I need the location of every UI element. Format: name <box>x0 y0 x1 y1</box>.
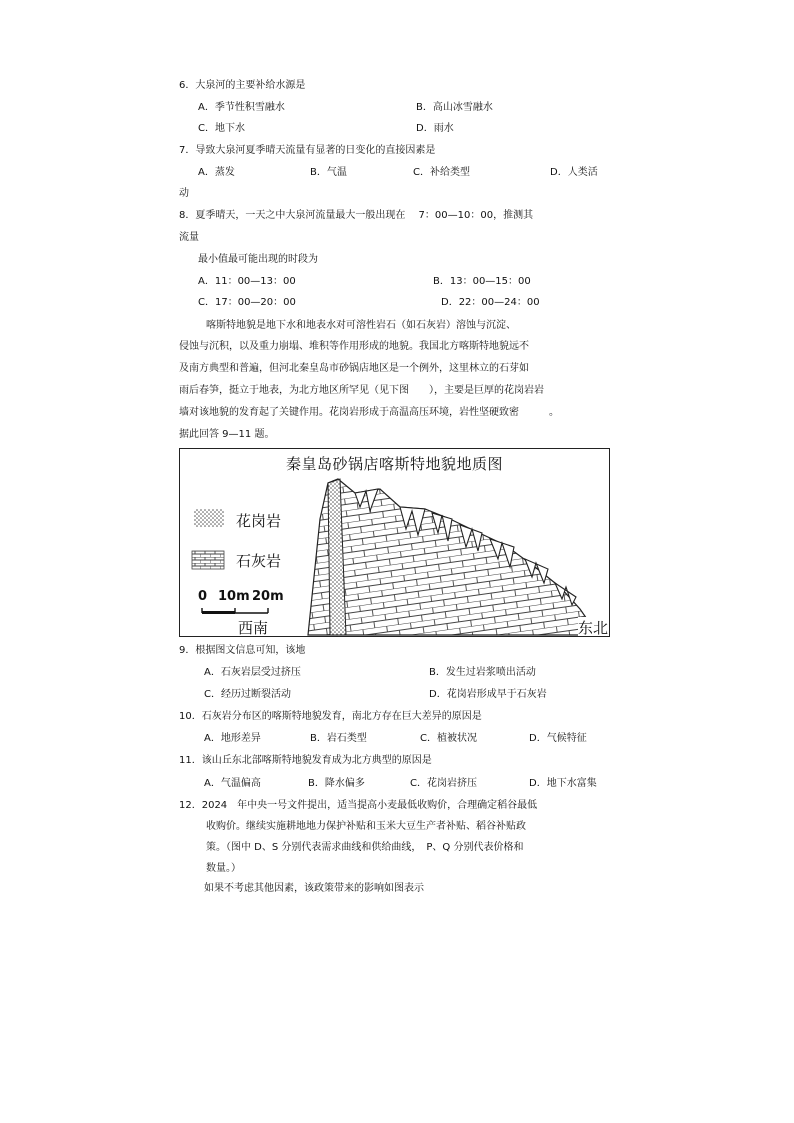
q10-stem: 10．石灰岩分布区的喀斯特地貌发育，南北方存在巨大差异的原因是 <box>179 711 482 722</box>
q8-option-c[interactable]: C．17：00—20：00 <box>198 297 296 308</box>
q11-option-b[interactable]: B．降水偏多 <box>308 778 365 789</box>
limestone-legend-swatch <box>192 551 224 569</box>
granite-legend-swatch <box>194 509 224 527</box>
geology-figure <box>179 448 610 637</box>
passage-line-4: 雨后春笋，挺立于地表，为北方地区所罕见（见下图 ），主要是巨厚的花岗岩岩 <box>179 385 544 396</box>
q12-stem-line-4: 数量。） <box>206 863 241 874</box>
limestone-hill <box>308 479 598 635</box>
q9-option-c[interactable]: C．经历过断裂活动 <box>204 689 291 700</box>
q6-option-c[interactable]: C．地下水 <box>198 123 245 134</box>
q8-stem-continued: 流量 <box>179 232 199 243</box>
passage-line-2: 侵蚀与沉积，以及重力崩塌、堆积等作用形成的地貌。我国北方喀斯特地貌远不 <box>179 341 529 352</box>
q7-option-b[interactable]: B．气温 <box>310 167 347 178</box>
scale-label-10m: 10m <box>218 589 250 604</box>
q6-option-a[interactable]: A．季节性积雪融水 <box>198 102 285 113</box>
q6-option-b[interactable]: B．高山冰雪融水 <box>416 102 493 113</box>
q10-option-a[interactable]: A．地形差异 <box>204 733 261 744</box>
q12-stem-line-1: 12．2024 年中央一号文件提出，适当提高小麦最低收购价，合理确定稻谷最低 <box>179 800 538 811</box>
q7-option-c[interactable]: C．补给类型 <box>413 167 470 178</box>
cross-section-drawing <box>180 449 610 637</box>
passage-line-3: 及南方典型和普遍，但河北秦皇岛市砂锅店地区是一个例外，这里林立的石芽如 <box>179 363 529 374</box>
q10-option-c[interactable]: C．植被状况 <box>420 733 477 744</box>
q9-stem: 9．根据图文信息可知，该地 <box>179 645 306 656</box>
scale-label-20m: 20m <box>252 589 284 604</box>
q7-option-a[interactable]: A．蒸发 <box>198 167 235 178</box>
q8-option-d[interactable]: D．22：00—24：00 <box>441 297 540 308</box>
q11-option-c[interactable]: C．花岗岩挤压 <box>410 778 477 789</box>
passage-line-5: 墙对该地貌的发育起了关键作用。花岗岩形成于高温高压环境，岩性坚硬致密 。 <box>179 407 559 418</box>
direction-northeast: 东北 <box>578 619 609 637</box>
q11-option-d[interactable]: D．地下水富集 <box>529 778 597 789</box>
q12-stem-line-3: 策。（图中 D、S 分别代表需求曲线和供给曲线， P、Q 分别代表价格和 <box>206 842 524 853</box>
q11-option-a[interactable]: A．气温偏高 <box>204 778 261 789</box>
q6-stem: 6．大泉河的主要补给水源是 <box>179 80 306 91</box>
q10-option-d[interactable]: D．气候特征 <box>529 733 587 744</box>
q9-option-d[interactable]: D．花岗岩形成早于石灰岩 <box>429 689 547 700</box>
passage-line-1: 喀斯特地貌是地下水和地表水对可溶性岩石（如石灰岩）溶蚀与沉淀、 <box>206 320 516 331</box>
q12-stem-line-5: 如果不考虑其他因素，该政策带来的影响如图表示 <box>204 883 424 894</box>
q9-option-b[interactable]: B．发生过岩浆喷出活动 <box>429 667 536 678</box>
q10-option-b[interactable]: B．岩石类型 <box>310 733 367 744</box>
legend-granite-label: 花岗岩 <box>236 512 282 530</box>
q9-option-a[interactable]: A．石灰岩层受过挤压 <box>204 667 301 678</box>
scale-label-0: 0 <box>198 589 208 604</box>
legend-limestone-label: 石灰岩 <box>236 552 282 570</box>
q7-option-d-continued: 动 <box>179 188 189 199</box>
q6-option-d[interactable]: D．雨水 <box>416 123 454 134</box>
q7-stem: 7．导致大泉河夏季晴天流量有显著的日变化的直接因素是 <box>179 145 436 156</box>
q8-option-b[interactable]: B．13：00—15：00 <box>433 276 531 287</box>
q12-stem-line-2: 收购价。继续实施耕地地力保护补贴和玉米大豆生产者补贴、稻谷补贴政 <box>206 821 526 832</box>
q8-stem-continued-2: 最小值最可能出现的时段为 <box>198 254 318 265</box>
q11-stem: 11．该山丘东北部喀斯特地貌发育成为北方典型的原因是 <box>179 755 432 766</box>
passage-line-6: 据此回答 9—11 题。 <box>179 429 275 440</box>
direction-southwest: 西南 <box>238 619 269 637</box>
q7-option-d[interactable]: D．人类活 <box>550 167 598 178</box>
q8-option-a[interactable]: A．11：00—13：00 <box>198 276 296 287</box>
q8-stem: 8．夏季晴天，一天之中大泉河流量最大一般出现在 7：00—10：00，推测其 <box>179 210 534 221</box>
figure-title: 秦皇岛砂锅店喀斯特地貌地质图 <box>285 455 503 473</box>
